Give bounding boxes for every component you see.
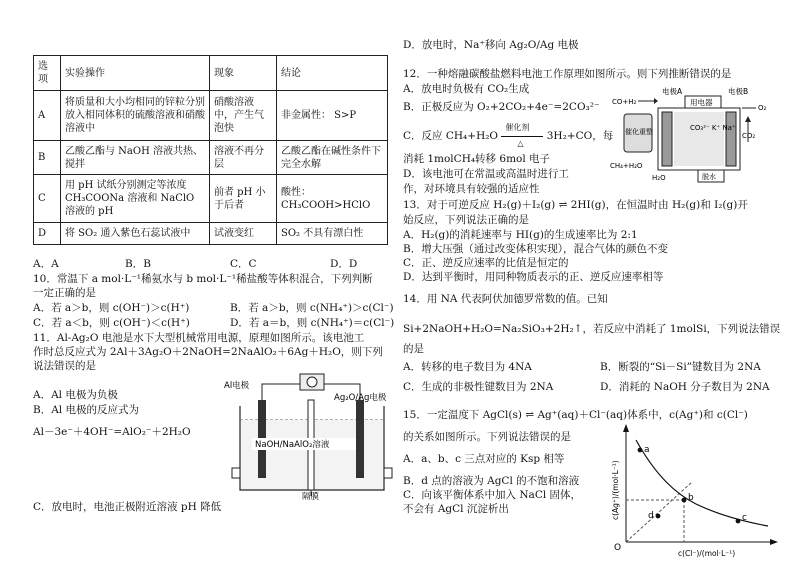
table-cell: 硝酸溶液中，产生气泡快 bbox=[210, 91, 277, 141]
table-header: 实验操作 bbox=[61, 56, 210, 91]
table-cell: B bbox=[34, 141, 61, 175]
point-d bbox=[656, 514, 661, 519]
q15-choice-b[interactable]: B．d 点的溶液为 AgCl 的不饱和溶液 bbox=[403, 475, 580, 487]
y-axis-label: c(Ag⁺)/(mol·L⁻¹) bbox=[611, 460, 620, 520]
table-cell: C bbox=[34, 175, 61, 223]
fuel-cell-diagram bbox=[610, 84, 770, 186]
table-header: 选项 bbox=[34, 56, 61, 91]
table-header: 现象 bbox=[210, 56, 277, 91]
q9-choice-a[interactable]: A．A bbox=[33, 258, 59, 270]
q11-stem-cont: 说法错误的是 bbox=[33, 360, 96, 372]
table-row bbox=[34, 223, 388, 245]
table-cell: 将质量和大小均相同的锌粒分别放入相同体积的硫酸溶液和硝酸溶液中 bbox=[61, 91, 210, 141]
q12-choice-a[interactable]: A．放电时负极有 CO₂生成 bbox=[403, 83, 530, 95]
cathode-plate bbox=[726, 112, 736, 166]
table-cell: 酸性：CH₃COOH>HClO bbox=[277, 175, 388, 223]
table-cell: 溶液不再分层 bbox=[210, 141, 277, 175]
q10-stem-cont: 一定正确的是 bbox=[33, 287, 96, 299]
q14-choice-c[interactable]: C．生成的非极性键数目为 2NA bbox=[403, 381, 554, 393]
point-c bbox=[736, 519, 741, 524]
q9-choice-d[interactable]: D．D bbox=[330, 258, 358, 270]
membrane-label: 隔膜 bbox=[302, 492, 320, 500]
q12-choice-d[interactable]: D．该电池可在常温或高温时进行工 bbox=[403, 168, 569, 180]
catalyst-label: 催化剂 bbox=[505, 123, 530, 132]
table-cell: 乙酸乙酯与 NaOH 溶液共热、搅拌 bbox=[61, 141, 210, 175]
q9-choice-c[interactable]: C．C bbox=[230, 258, 257, 270]
ag-electrode-label: Ag₂O/Ag电极 bbox=[334, 393, 387, 403]
q11-choice-b[interactable]: B．Al 电极的反应式为 bbox=[33, 404, 139, 416]
reformer-label: 催化重整 bbox=[625, 128, 653, 136]
solution-label: NaOH/NaAlO₂溶液 bbox=[255, 440, 330, 450]
x-axis-label: c(Cl⁻)/(mol·L⁻¹) bbox=[678, 549, 736, 558]
q13-stem-cont: 始反应，下列说法正确的是 bbox=[403, 214, 529, 226]
q15-choice-c-cont: 不会有 AgCl 沉淀析出 bbox=[403, 503, 509, 515]
q14-choice-b[interactable]: B．断裂的“Si－Si”键数目为 2NA bbox=[600, 361, 761, 373]
table-row bbox=[34, 175, 388, 223]
q13-stem: 13．对于可逆反应 H₂(g)＋I₂(g) ⇌ 2HI(g)，在恒温时由 H₂(g)和 I₂(g)开 bbox=[403, 199, 748, 211]
o2-label: O₂ bbox=[758, 104, 767, 112]
q13-choice-b[interactable]: B．增大压强（通过改变体积实现），混合气体的颜色不变 bbox=[403, 243, 668, 255]
table-cell: 前者 pH 小于后者 bbox=[210, 175, 277, 223]
q14-stem: 14．用 NA 代表阿伏加德罗常数的值。已知 bbox=[403, 293, 608, 305]
origin-label: O bbox=[614, 543, 622, 553]
table-cell: 用 pH 试纸分别测定等浓度 CH₃COONa 溶液和 NaClO 溶液的 pH bbox=[61, 175, 210, 223]
ch4-h2o-label: CH₄+H₂O bbox=[610, 162, 643, 170]
q14-choice-d[interactable]: D．消耗的 NaOH 分子数目为 2NA bbox=[600, 381, 770, 393]
q15-choice-c[interactable]: C．向该平衡体系中加入 NaCl 固体， bbox=[403, 489, 582, 501]
q10-stem: 10．常温下 a mol·L⁻¹稀氨水与 b mol·L⁻¹稀盐酸等体积混合，下列判断 bbox=[33, 273, 373, 285]
q11-choice-b-equation: Al－3e⁻＋4OH⁻=AlO₂⁻＋2H₂O bbox=[33, 426, 191, 438]
solubility-graph bbox=[596, 420, 782, 558]
table-cell: 乙酸乙酯在碱性条件下完全水解 bbox=[277, 141, 388, 175]
dehydrate-label: 脱水 bbox=[702, 173, 716, 181]
q12-choice-c-cont: 消耗 1molCH₄转移 6mol 电子 bbox=[403, 153, 551, 165]
q12-choice-b[interactable]: B．正极反应为 O₂+2CO₂+4e⁻=2CO₃²⁻ bbox=[403, 101, 600, 113]
point-a bbox=[638, 448, 643, 453]
point-a-label: a bbox=[644, 445, 650, 455]
point-b-label: b bbox=[688, 493, 694, 503]
table-cell: 非金属性： S>P bbox=[277, 91, 388, 141]
electrode-a-label: 电极A bbox=[662, 87, 683, 96]
point-b bbox=[682, 498, 687, 503]
load-label: 用电器 bbox=[690, 98, 713, 107]
ag-electrode bbox=[356, 400, 364, 478]
point-c-label: c bbox=[742, 513, 747, 523]
anode-plate bbox=[662, 112, 672, 166]
q12-choice-c-lhs: C．反应 CH₄+H₂O bbox=[403, 130, 499, 142]
q10-choice-c[interactable]: C．若 a＜b，则 c(OH⁻)＜c(H⁺) bbox=[33, 317, 190, 329]
q11-choice-c[interactable]: C．放电时，电池正极附近溶液 pH 降低 bbox=[33, 501, 222, 513]
q10-choice-d[interactable]: D．若 a＝b，则 c(NH₄⁺)＝c(Cl⁻) bbox=[230, 317, 395, 329]
q13-choice-d[interactable]: D．达到平衡时，用同种物质表示的正、逆反应速率相等 bbox=[403, 271, 664, 283]
table-header: 结论 bbox=[277, 56, 388, 91]
table-cell: 试液变红 bbox=[210, 223, 277, 245]
q11-choice-a[interactable]: A．Al 电极为负极 bbox=[33, 389, 118, 401]
q10-choice-b[interactable]: B．若 a＞b，则 c(NH₄⁺)＞c(Cl⁻) bbox=[230, 302, 394, 314]
q9-choice-b[interactable]: B．B bbox=[125, 258, 151, 270]
q13-choice-a[interactable]: A．H₂(g)的消耗速率与 HI(g)的生成速率比为 2:1 bbox=[403, 229, 638, 241]
q15-stem: 15．一定温度下 AgCl(s) ⇌ Ag⁺(aq)＋Cl⁻(aq)体系中，c(Ag⁺)和 c(Cl⁻) bbox=[403, 409, 748, 421]
q12-choice-c-rhs: 3H₂+CO，每 bbox=[546, 130, 614, 142]
table-cell: A bbox=[34, 91, 61, 141]
electrode-b-label: 电极B bbox=[728, 87, 749, 96]
q12-choice-d-cont: 作，对环境具有较强的适应性 bbox=[403, 183, 540, 195]
h2o-label: H₂O bbox=[652, 174, 666, 182]
solubility-curve bbox=[636, 440, 768, 526]
experiment-table bbox=[33, 55, 388, 245]
heat-label: △ bbox=[517, 139, 524, 148]
table-cell: D bbox=[34, 223, 61, 245]
q11-stem-cont: 作时总反应式为 2Al＋3Ag₂O＋2NaOH=2NaAlO₂＋6Ag＋H₂O，则下列 bbox=[33, 346, 383, 358]
co-h2-label: CO+H₂ bbox=[612, 98, 637, 106]
table-cell: 将 SO₂ 通入紫色石蕊试液中 bbox=[61, 223, 210, 245]
co2-label: CO₂ bbox=[742, 132, 756, 140]
q11-stem: 11．Al-Ag₂O 电池是水下大型机械常用电源，原理如图所示。该电池工 bbox=[33, 332, 365, 344]
table-header-row bbox=[34, 56, 388, 91]
q14-stem-cont: Si+2NaOH+H₂O=Na₂SiO₃+2H₂↑，若反应中消耗了 1molSi，下列说法错误 bbox=[403, 323, 781, 335]
q15-choice-a[interactable]: A．a、b、c 三点对应的 Ksp 相等 bbox=[403, 453, 565, 465]
ion-label: CO₃²⁻ K⁺ Na⁺ bbox=[690, 124, 736, 132]
q11-choice-d[interactable]: D．放电时，Na⁺移向 Ag₂O/Ag 电极 bbox=[403, 39, 579, 51]
q12-choice-c[interactable] bbox=[403, 123, 614, 148]
battery-diagram bbox=[222, 372, 398, 500]
q14-stem-cont: 的是 bbox=[403, 343, 424, 355]
q14-choice-a[interactable]: A．转移的电子数目为 4NA bbox=[403, 361, 532, 373]
point-d-label: d bbox=[648, 511, 654, 521]
al-electrode-label: Al电极 bbox=[224, 381, 250, 391]
table-row bbox=[34, 91, 388, 141]
catalyst-arrow bbox=[501, 123, 543, 148]
q10-choice-a[interactable]: A．若 a＞b，则 c(OH⁻)＞c(H⁺) bbox=[33, 302, 190, 314]
q12-stem: 12．一种熔融碳酸盐燃料电池工作原理如图所示。则下列推断错误的是 bbox=[403, 68, 732, 80]
table-cell: SO₂ 不具有漂白性 bbox=[277, 223, 388, 245]
q15-stem-cont: 的关系如图所示。下列说法错误的是 bbox=[403, 431, 571, 443]
table-row bbox=[34, 141, 388, 175]
q13-choice-c[interactable]: C．正、逆反应速率的比值是恒定的 bbox=[403, 257, 569, 269]
